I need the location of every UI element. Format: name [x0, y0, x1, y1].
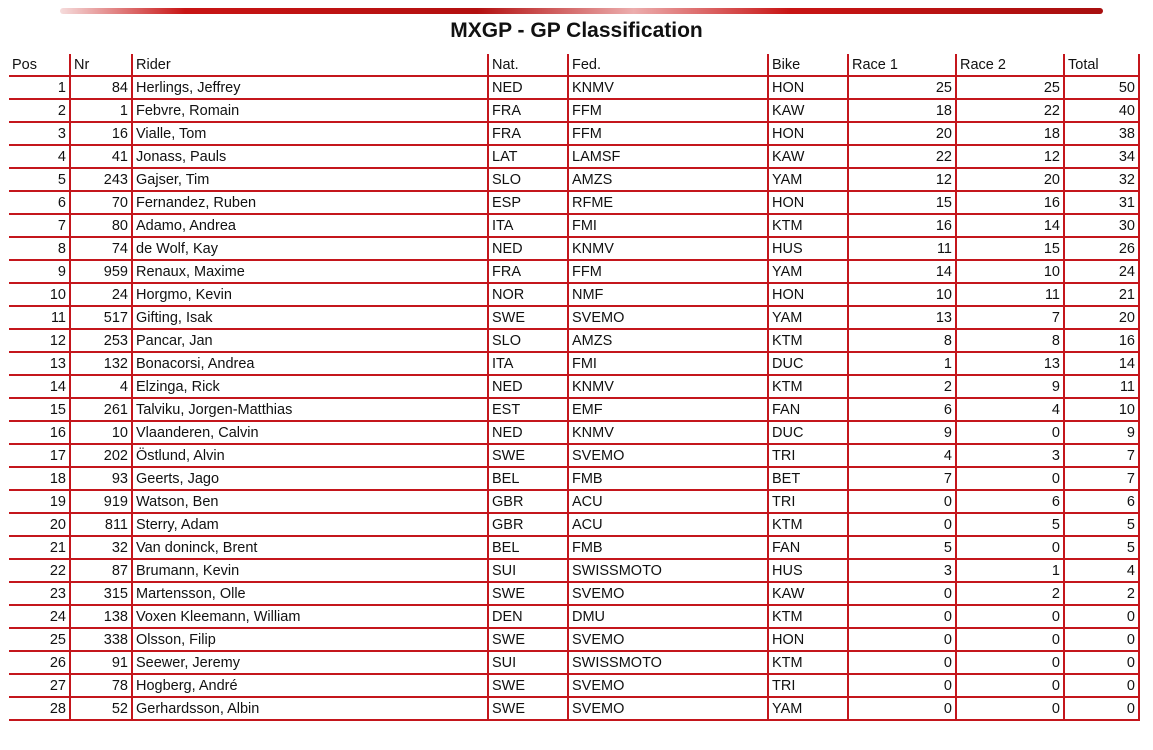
cell-race-1: 7 [849, 468, 957, 491]
table-row [9, 491, 1140, 514]
cell-rider: Vialle, Tom [133, 123, 489, 146]
cell-bike: YAM [769, 169, 849, 192]
table-row [9, 514, 1140, 537]
column-header-rider: Rider [133, 54, 489, 77]
cell-race-2: 4 [957, 399, 1065, 422]
cell-race-1: 18 [849, 100, 957, 123]
cell-total: 34 [1065, 146, 1140, 169]
cell-pos: 7 [9, 215, 71, 238]
cell-rider: Hogberg, André [133, 675, 489, 698]
cell-bike: HON [769, 123, 849, 146]
cell-total: 0 [1065, 629, 1140, 652]
cell-nat: FRA [489, 100, 569, 123]
cell-nat: SWE [489, 307, 569, 330]
cell-nat: SWE [489, 445, 569, 468]
table-row [9, 100, 1140, 123]
table-body [9, 77, 1140, 721]
cell-total: 26 [1065, 238, 1140, 261]
cell-fed: SWISSMOTO [569, 652, 769, 675]
cell-nat: FRA [489, 123, 569, 146]
cell-nat: ESP [489, 192, 569, 215]
cell-race-1: 13 [849, 307, 957, 330]
cell-fed: FFM [569, 123, 769, 146]
cell-nr: 74 [71, 238, 133, 261]
cell-pos: 16 [9, 422, 71, 445]
cell-race-2: 0 [957, 698, 1065, 721]
cell-race-2: 0 [957, 468, 1065, 491]
cell-race-2: 0 [957, 652, 1065, 675]
cell-bike: KTM [769, 652, 849, 675]
cell-race-2: 2 [957, 583, 1065, 606]
cell-rider: Sterry, Adam [133, 514, 489, 537]
cell-total: 6 [1065, 491, 1140, 514]
cell-fed: LAMSF [569, 146, 769, 169]
cell-race-2: 1 [957, 560, 1065, 583]
cell-rider: Gifting, Isak [133, 307, 489, 330]
cell-bike: YAM [769, 698, 849, 721]
cell-race-1: 22 [849, 146, 957, 169]
cell-race-1: 1 [849, 353, 957, 376]
cell-nr: 1 [71, 100, 133, 123]
cell-fed: FFM [569, 100, 769, 123]
cell-race-1: 2 [849, 376, 957, 399]
cell-nr: 517 [71, 307, 133, 330]
cell-total: 38 [1065, 123, 1140, 146]
cell-pos: 22 [9, 560, 71, 583]
cell-total: 0 [1065, 698, 1140, 721]
cell-total: 5 [1065, 514, 1140, 537]
table-row [9, 606, 1140, 629]
cell-bike: FAN [769, 537, 849, 560]
cell-rider: Vlaanderen, Calvin [133, 422, 489, 445]
cell-race-2: 25 [957, 77, 1065, 100]
cell-nr: 52 [71, 698, 133, 721]
cell-nat: NED [489, 422, 569, 445]
cell-race-1: 14 [849, 261, 957, 284]
cell-fed: RFME [569, 192, 769, 215]
cell-total: 11 [1065, 376, 1140, 399]
cell-pos: 6 [9, 192, 71, 215]
column-header-nr: Nr [71, 54, 133, 77]
cell-nr: 959 [71, 261, 133, 284]
cell-race-1: 9 [849, 422, 957, 445]
table-row [9, 468, 1140, 491]
cell-rider: Talviku, Jorgen-Matthias [133, 399, 489, 422]
cell-bike: KAW [769, 146, 849, 169]
table-row [9, 675, 1140, 698]
cell-nr: 261 [71, 399, 133, 422]
cell-pos: 17 [9, 445, 71, 468]
cell-fed: FMI [569, 215, 769, 238]
table-row [9, 123, 1140, 146]
cell-fed: FFM [569, 261, 769, 284]
cell-rider: Olsson, Filip [133, 629, 489, 652]
cell-race-2: 10 [957, 261, 1065, 284]
cell-nat: GBR [489, 514, 569, 537]
cell-nr: 84 [71, 77, 133, 100]
cell-race-1: 5 [849, 537, 957, 560]
cell-fed: FMB [569, 468, 769, 491]
cell-bike: KTM [769, 215, 849, 238]
cell-nr: 338 [71, 629, 133, 652]
table-row [9, 284, 1140, 307]
cell-race-1: 0 [849, 491, 957, 514]
cell-nat: SWE [489, 675, 569, 698]
cell-nat: NED [489, 238, 569, 261]
cell-nat: DEN [489, 606, 569, 629]
cell-rider: Östlund, Alvin [133, 445, 489, 468]
cell-pos: 11 [9, 307, 71, 330]
column-header-race-1: Race 1 [849, 54, 957, 77]
cell-total: 30 [1065, 215, 1140, 238]
column-header-total: Total [1065, 54, 1140, 77]
cell-bike: HON [769, 284, 849, 307]
cell-total: 2 [1065, 583, 1140, 606]
cell-pos: 12 [9, 330, 71, 353]
cell-nat: LAT [489, 146, 569, 169]
cell-fed: SVEMO [569, 583, 769, 606]
cell-race-2: 12 [957, 146, 1065, 169]
cell-total: 14 [1065, 353, 1140, 376]
cell-bike: HUS [769, 238, 849, 261]
table-row [9, 238, 1140, 261]
cell-nr: 811 [71, 514, 133, 537]
cell-race-1: 3 [849, 560, 957, 583]
cell-nat: EST [489, 399, 569, 422]
cell-rider: Gerhardsson, Albin [133, 698, 489, 721]
table-row [9, 445, 1140, 468]
cell-fed: KNMV [569, 77, 769, 100]
cell-nat: SWE [489, 583, 569, 606]
cell-race-2: 7 [957, 307, 1065, 330]
cell-nr: 32 [71, 537, 133, 560]
cell-fed: SVEMO [569, 698, 769, 721]
cell-race-2: 0 [957, 675, 1065, 698]
cell-rider: Adamo, Andrea [133, 215, 489, 238]
cell-fed: KNMV [569, 422, 769, 445]
cell-rider: Renaux, Maxime [133, 261, 489, 284]
cell-race-1: 10 [849, 284, 957, 307]
cell-bike: YAM [769, 261, 849, 284]
cell-race-2: 18 [957, 123, 1065, 146]
cell-rider: Jonass, Pauls [133, 146, 489, 169]
cell-nat: SUI [489, 560, 569, 583]
cell-bike: TRI [769, 445, 849, 468]
cell-nr: 87 [71, 560, 133, 583]
cell-rider: Geerts, Jago [133, 468, 489, 491]
cell-race-1: 15 [849, 192, 957, 215]
cell-race-1: 12 [849, 169, 957, 192]
cell-rider: Gajser, Tim [133, 169, 489, 192]
table-row [9, 192, 1140, 215]
cell-nat: ITA [489, 353, 569, 376]
cell-race-2: 0 [957, 422, 1065, 445]
cell-nr: 132 [71, 353, 133, 376]
cell-race-1: 25 [849, 77, 957, 100]
table-row [9, 330, 1140, 353]
cell-fed: SVEMO [569, 307, 769, 330]
cell-nat: BEL [489, 537, 569, 560]
cell-bike: HON [769, 629, 849, 652]
cell-total: 7 [1065, 468, 1140, 491]
cell-pos: 5 [9, 169, 71, 192]
cell-race-1: 0 [849, 583, 957, 606]
cell-race-1: 11 [849, 238, 957, 261]
cell-rider: Voxen Kleemann, William [133, 606, 489, 629]
cell-nat: FRA [489, 261, 569, 284]
cell-bike: KTM [769, 606, 849, 629]
cell-fed: ACU [569, 491, 769, 514]
cell-nat: BEL [489, 468, 569, 491]
cell-nat: ITA [489, 215, 569, 238]
cell-nr: 93 [71, 468, 133, 491]
cell-pos: 23 [9, 583, 71, 606]
cell-race-2: 0 [957, 606, 1065, 629]
cell-total: 0 [1065, 652, 1140, 675]
cell-rider: Febvre, Romain [133, 100, 489, 123]
cell-nr: 41 [71, 146, 133, 169]
cell-nr: 253 [71, 330, 133, 353]
cell-race-1: 20 [849, 123, 957, 146]
cell-nr: 78 [71, 675, 133, 698]
column-header-pos: Pos [9, 54, 71, 77]
cell-pos: 20 [9, 514, 71, 537]
cell-total: 7 [1065, 445, 1140, 468]
cell-pos: 25 [9, 629, 71, 652]
table-row [9, 422, 1140, 445]
cell-race-1: 0 [849, 675, 957, 698]
cell-bike: DUC [769, 422, 849, 445]
cell-bike: DUC [769, 353, 849, 376]
cell-pos: 27 [9, 675, 71, 698]
cell-pos: 19 [9, 491, 71, 514]
cell-race-1: 0 [849, 652, 957, 675]
cell-pos: 4 [9, 146, 71, 169]
cell-race-2: 16 [957, 192, 1065, 215]
table-row [9, 583, 1140, 606]
header-row [9, 54, 1140, 77]
cell-fed: FMI [569, 353, 769, 376]
cell-race-2: 0 [957, 537, 1065, 560]
cell-pos: 21 [9, 537, 71, 560]
cell-nr: 4 [71, 376, 133, 399]
cell-total: 31 [1065, 192, 1140, 215]
cell-race-2: 9 [957, 376, 1065, 399]
cell-race-1: 6 [849, 399, 957, 422]
column-header-race-2: Race 2 [957, 54, 1065, 77]
cell-pos: 8 [9, 238, 71, 261]
cell-fed: KNMV [569, 238, 769, 261]
cell-pos: 15 [9, 399, 71, 422]
cell-bike: KTM [769, 330, 849, 353]
cell-rider: Bonacorsi, Andrea [133, 353, 489, 376]
cell-pos: 10 [9, 284, 71, 307]
cell-total: 32 [1065, 169, 1140, 192]
cell-bike: FAN [769, 399, 849, 422]
cell-total: 50 [1065, 77, 1140, 100]
cell-race-2: 8 [957, 330, 1065, 353]
cell-fed: SVEMO [569, 629, 769, 652]
table-row [9, 537, 1140, 560]
cell-total: 24 [1065, 261, 1140, 284]
cell-race-1: 0 [849, 514, 957, 537]
cell-fed: SVEMO [569, 445, 769, 468]
cell-rider: Brumann, Kevin [133, 560, 489, 583]
table-row [9, 307, 1140, 330]
cell-pos: 24 [9, 606, 71, 629]
cell-bike: YAM [769, 307, 849, 330]
cell-nat: SWE [489, 698, 569, 721]
cell-nr: 80 [71, 215, 133, 238]
table-row [9, 629, 1140, 652]
cell-nat: GBR [489, 491, 569, 514]
cell-nr: 138 [71, 606, 133, 629]
cell-race-2: 22 [957, 100, 1065, 123]
cell-rider: Seewer, Jeremy [133, 652, 489, 675]
cell-pos: 14 [9, 376, 71, 399]
cell-nat: NED [489, 77, 569, 100]
cell-total: 0 [1065, 675, 1140, 698]
cell-total: 5 [1065, 537, 1140, 560]
cell-race-2: 13 [957, 353, 1065, 376]
cell-pos: 26 [9, 652, 71, 675]
cell-fed: AMZS [569, 330, 769, 353]
cell-race-1: 16 [849, 215, 957, 238]
cell-nr: 243 [71, 169, 133, 192]
cell-bike: KTM [769, 514, 849, 537]
cell-race-1: 0 [849, 698, 957, 721]
cell-nr: 919 [71, 491, 133, 514]
cell-fed: KNMV [569, 376, 769, 399]
cell-total: 9 [1065, 422, 1140, 445]
cell-race-2: 0 [957, 629, 1065, 652]
cell-nat: NOR [489, 284, 569, 307]
page-title: MXGP - GP Classification [450, 19, 703, 42]
cell-bike: HON [769, 192, 849, 215]
cell-rider: Pancar, Jan [133, 330, 489, 353]
cell-race-2: 11 [957, 284, 1065, 307]
cell-fed: SWISSMOTO [569, 560, 769, 583]
cell-race-2: 14 [957, 215, 1065, 238]
cell-fed: FMB [569, 537, 769, 560]
cell-total: 21 [1065, 284, 1140, 307]
decorative-red-brush-rule [60, 8, 1103, 14]
cell-race-1: 0 [849, 629, 957, 652]
cell-nat: SUI [489, 652, 569, 675]
cell-nr: 24 [71, 284, 133, 307]
cell-pos: 3 [9, 123, 71, 146]
cell-race-1: 8 [849, 330, 957, 353]
table-row [9, 146, 1140, 169]
cell-total: 40 [1065, 100, 1140, 123]
cell-total: 0 [1065, 606, 1140, 629]
table-row [9, 399, 1140, 422]
classification-table [9, 54, 1140, 721]
cell-rider: de Wolf, Kay [133, 238, 489, 261]
cell-nat: SLO [489, 330, 569, 353]
cell-pos: 9 [9, 261, 71, 284]
cell-rider: Horgmo, Kevin [133, 284, 489, 307]
cell-bike: TRI [769, 675, 849, 698]
table-row [9, 77, 1140, 100]
cell-race-2: 20 [957, 169, 1065, 192]
cell-bike: BET [769, 468, 849, 491]
cell-fed: EMF [569, 399, 769, 422]
cell-race-2: 5 [957, 514, 1065, 537]
cell-bike: KAW [769, 100, 849, 123]
cell-nr: 202 [71, 445, 133, 468]
cell-bike: KTM [769, 376, 849, 399]
cell-bike: KAW [769, 583, 849, 606]
cell-pos: 28 [9, 698, 71, 721]
cell-nat: SWE [489, 629, 569, 652]
cell-nat: NED [489, 376, 569, 399]
cell-rider: Fernandez, Ruben [133, 192, 489, 215]
cell-rider: Watson, Ben [133, 491, 489, 514]
cell-total: 4 [1065, 560, 1140, 583]
cell-race-2: 15 [957, 238, 1065, 261]
cell-rider: Herlings, Jeffrey [133, 77, 489, 100]
cell-rider: Martensson, Olle [133, 583, 489, 606]
cell-nr: 315 [71, 583, 133, 606]
table-row [9, 353, 1140, 376]
table-row [9, 560, 1140, 583]
cell-nr: 91 [71, 652, 133, 675]
cell-pos: 1 [9, 77, 71, 100]
column-header-nat: Nat. [489, 54, 569, 77]
cell-fed: SVEMO [569, 675, 769, 698]
table-row [9, 376, 1140, 399]
cell-nr: 10 [71, 422, 133, 445]
cell-bike: HUS [769, 560, 849, 583]
cell-rider: Van doninck, Brent [133, 537, 489, 560]
table-row [9, 698, 1140, 721]
cell-bike: HON [769, 77, 849, 100]
cell-bike: TRI [769, 491, 849, 514]
cell-fed: NMF [569, 284, 769, 307]
cell-total: 16 [1065, 330, 1140, 353]
cell-fed: AMZS [569, 169, 769, 192]
cell-nat: SLO [489, 169, 569, 192]
column-header-fed: Fed. [569, 54, 769, 77]
cell-race-2: 6 [957, 491, 1065, 514]
column-header-bike: Bike [769, 54, 849, 77]
cell-pos: 2 [9, 100, 71, 123]
table-row [9, 652, 1140, 675]
cell-race-1: 0 [849, 606, 957, 629]
cell-pos: 18 [9, 468, 71, 491]
cell-total: 20 [1065, 307, 1140, 330]
cell-pos: 13 [9, 353, 71, 376]
cell-fed: ACU [569, 514, 769, 537]
table-row [9, 261, 1140, 284]
table-row [9, 169, 1140, 192]
cell-nr: 16 [71, 123, 133, 146]
cell-race-1: 4 [849, 445, 957, 468]
cell-race-2: 3 [957, 445, 1065, 468]
table-row [9, 215, 1140, 238]
cell-total: 10 [1065, 399, 1140, 422]
cell-rider: Elzinga, Rick [133, 376, 489, 399]
cell-fed: DMU [569, 606, 769, 629]
cell-nr: 70 [71, 192, 133, 215]
